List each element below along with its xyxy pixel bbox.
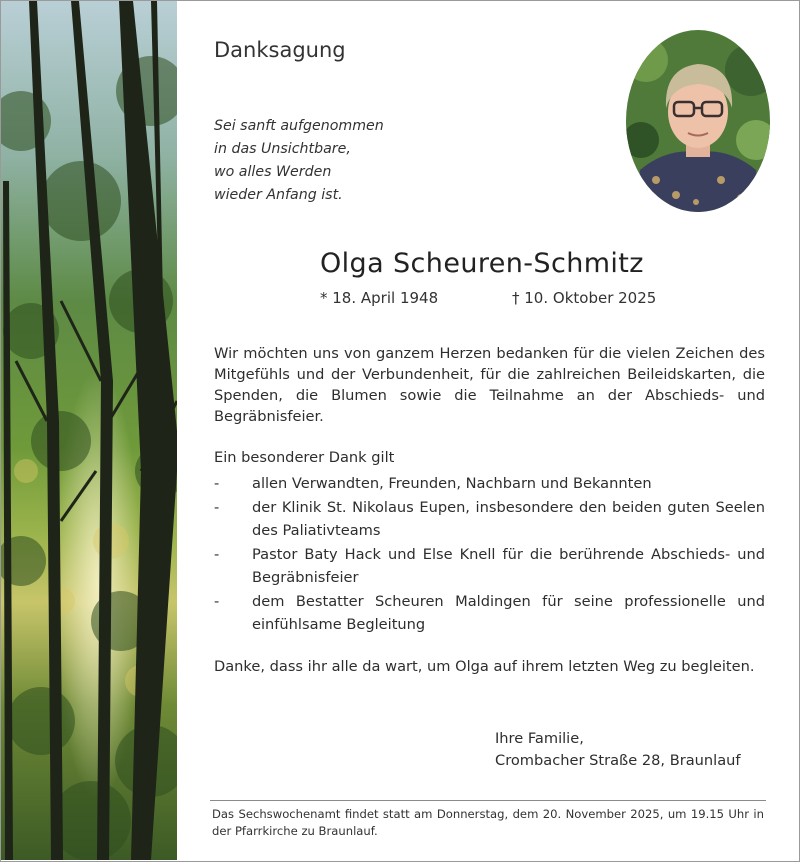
list-item [214,496,765,543]
poem-line: in das Unsichtbare, [214,141,351,157]
divider [210,800,766,801]
forest-photo [1,1,177,860]
list-dash: - [214,592,220,610]
forest-illustration [1,1,177,860]
signature [495,728,741,772]
poem [214,115,384,207]
list-item [214,590,765,637]
deceased-name: Olga Scheuren-Schmitz [320,248,644,279]
thanks-list [214,472,765,637]
page-title: Danksagung [214,38,346,62]
list-item-text: Pastor Baty Hack und Else Knell für die berührende Abschieds- und Begräbnisfeier [252,545,765,586]
list-item-text: der Klinik St. Nikolaus Eupen, insbesondere den beiden guten Seelen des Paliativteams [252,498,765,539]
list-dash: - [214,545,220,563]
list-item-text: allen Verwandten, Freunden, Nachbarn und Bekannten [252,475,652,492]
poem-line: wo alles Werden [214,164,332,180]
death-date: † 10. Oktober 2025 [512,289,657,307]
list-item-text: dem Bestatter Scheuren Maldingen für seine professionelle und einfühlsame Begleitung [252,592,765,633]
list-dash: - [214,475,220,492]
list-item [214,543,765,590]
thanks-paragraph: Wir möchten uns von ganzem Herzen bedanken für die vielen Zeichen des Mitgefühls und der Verbundenheit, für die zahlreichen Beileidskarten, die Spenden, die Blumen sowie die Teilnahme an der Abschieds- und Begräbnisfeier. [214,345,765,425]
poem-line: wieder Anfang ist. [214,187,343,203]
portrait-illustration [626,30,770,212]
footer-note: Das Sechswochenamt findet statt am Donnerstag, dem 20. November 2025, um 19.15 Uhr in der Pfarrkirche zu Braunlauf. [212,807,764,838]
list-item [214,472,765,496]
list-dash: - [214,498,220,516]
special-thanks-heading: Ein besonderer Dank gilt [214,449,395,466]
birth-date: * 18. April 1948 [320,289,439,307]
signature-family: Ihre Familie, [495,730,584,747]
portrait-photo [626,30,770,212]
closing-paragraph: Danke, dass ihr alle da wart, um Olga auf ihrem letzten Weg zu begleiten. [214,658,755,675]
signature-address: Crombacher Straße 28, Braunlauf [495,752,741,769]
poem-line: Sei sanft aufgenommen [214,118,384,134]
